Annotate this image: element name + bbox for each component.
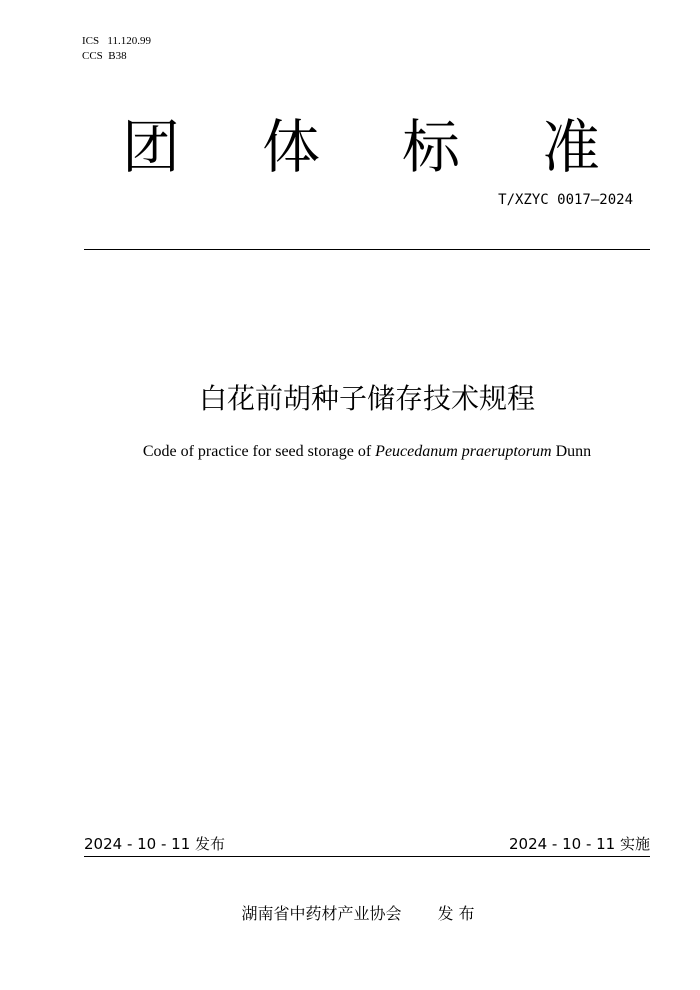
ccs-code: CCS B38 xyxy=(82,50,127,62)
standard-type-char-4: 准 xyxy=(542,113,601,181)
publish-date: 2024 - 10 - 11 发布 xyxy=(84,835,226,853)
issuer-action: 发 布 xyxy=(437,904,475,923)
title-chinese: 白花前胡种子储存技术规程 xyxy=(198,382,535,415)
title-english-suffix: Dunn xyxy=(551,443,592,460)
classification-codes xyxy=(82,34,151,64)
title-english-species: Peucedanum praeruptorum xyxy=(375,443,552,460)
implement-date: 2024 - 10 - 11 实施 xyxy=(508,835,650,853)
issuer-line xyxy=(0,904,700,924)
title-english-prefix: Code of practice for seed storage of xyxy=(142,443,376,460)
standard-number: T/XZYC 0017—2024 xyxy=(498,192,633,208)
standard-type-char-2: 体 xyxy=(262,113,321,181)
issuer-org: 湖南省中药材产业协会 xyxy=(241,904,402,923)
header-divider xyxy=(84,249,650,250)
ics-code: ICS 11.120.99 xyxy=(82,35,151,47)
footer-divider xyxy=(84,856,650,857)
standard-type-char-1: 团 xyxy=(122,113,181,181)
standard-type-char-3: 标 xyxy=(402,113,461,181)
title-english xyxy=(0,442,700,462)
